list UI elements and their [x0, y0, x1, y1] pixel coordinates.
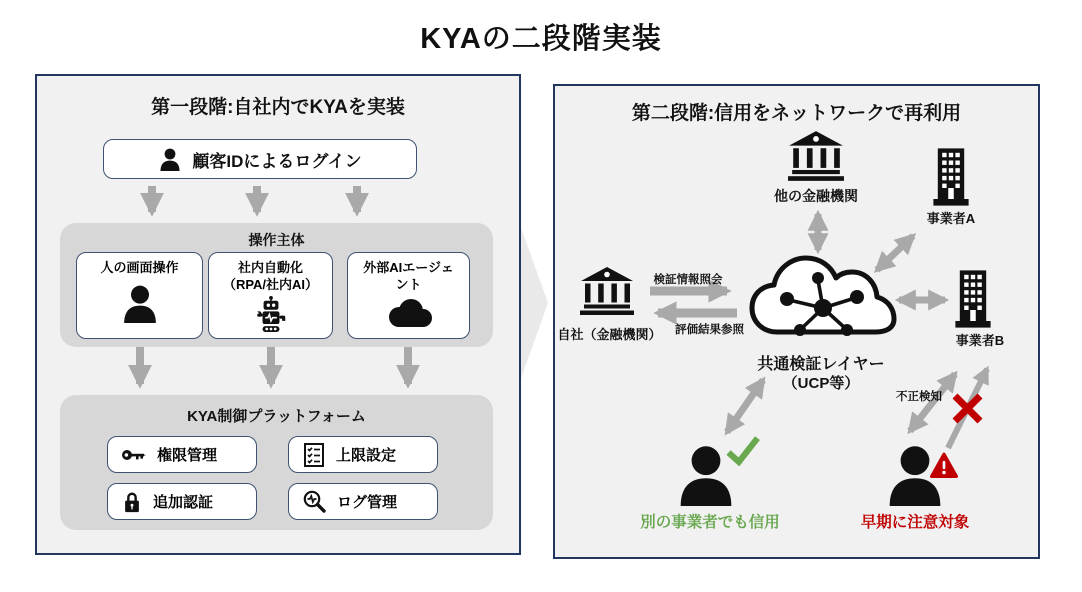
log-search-icon	[302, 489, 327, 514]
key-icon	[121, 444, 147, 466]
bank-icon	[579, 267, 635, 315]
stage1-panel	[35, 74, 521, 555]
permission-mgmt-label: 権限管理	[157, 447, 218, 464]
x-icon	[955, 396, 980, 421]
trusted-person-label: 別の事業者でも信用	[640, 514, 780, 531]
stage1-title: 第一段階:自社内でKYAを実装	[151, 97, 405, 118]
other-bank-label: 他の金融機関	[774, 188, 858, 204]
page-title: KYAの二段階実装	[420, 23, 662, 55]
bank-icon	[787, 131, 845, 181]
extra-auth-label: 追加認証	[153, 494, 214, 511]
business-a-label: 事業者A	[926, 211, 976, 226]
edge-fraud-label: 不正検知	[896, 391, 942, 403]
hub-label-line2: （UCP等）	[782, 375, 860, 392]
operator-human-label: 人の画面操作	[100, 260, 179, 275]
customer-login-box	[103, 139, 417, 179]
operators-title: 操作主体	[248, 232, 305, 248]
stage2-panel	[553, 84, 1040, 559]
person-icon	[120, 283, 160, 323]
customer-login-label: 顧客IDによるログイン	[192, 151, 362, 171]
extra-auth-box	[107, 483, 257, 520]
check-icon	[725, 435, 761, 466]
platform-container	[60, 395, 493, 530]
robot-icon	[254, 296, 288, 332]
warning-icon	[929, 452, 959, 479]
own-bank-label: 自社（金融機関）	[557, 327, 662, 342]
operator-rpa-label-line1: 社内自動化	[237, 260, 303, 275]
hub-label-line1: 共通検証レイヤー	[757, 356, 885, 373]
building-icon	[951, 270, 995, 328]
flagged-person-label: 早期に注意対象	[860, 514, 970, 531]
business-b-label: 事業者B	[955, 333, 1005, 348]
cloud-icon	[385, 298, 433, 328]
stage-transition-arrow	[519, 222, 549, 384]
limit-setting-box	[288, 436, 438, 473]
edge-blocked	[948, 369, 987, 448]
log-mgmt-label: ログ管理	[337, 494, 398, 511]
operators-container	[60, 223, 493, 347]
operator-rpa-label-line2: （RPA/社内AI）	[222, 276, 319, 292]
edge-reference-label: 評価結果参照	[675, 324, 744, 336]
operator-human-box	[76, 252, 203, 339]
platform-title: KYA制御プラットフォーム	[187, 408, 366, 425]
edge-query-label: 検証情報照会	[653, 274, 723, 286]
checklist-icon	[302, 442, 326, 468]
limit-setting-label: 上限設定	[336, 447, 397, 464]
operator-rpa-box	[208, 252, 333, 339]
stage2-title: 第二段階:信用をネットワークで再利用	[631, 103, 962, 124]
lock-icon	[121, 489, 143, 515]
operator-external-ai-label: 外部AIエージェント	[363, 260, 454, 292]
person-icon	[158, 147, 182, 171]
log-mgmt-box	[288, 483, 438, 520]
cloud-network-icon	[747, 246, 899, 348]
building-icon	[929, 148, 973, 206]
permission-mgmt-box	[107, 436, 257, 473]
operator-external-ai-box	[347, 252, 470, 339]
